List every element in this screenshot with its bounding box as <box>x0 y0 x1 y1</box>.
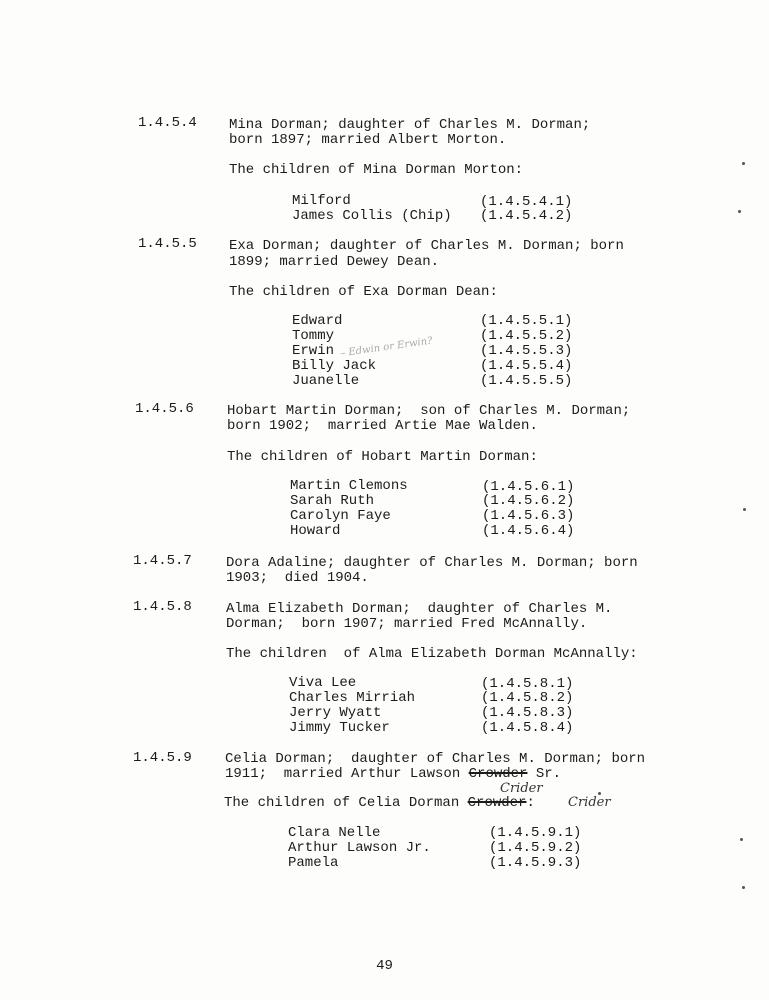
child-id: (1.4.5.9.3) <box>489 855 582 871</box>
entry-number: 1.4.5.6 <box>135 401 194 417</box>
child-name: James Collis (Chip) <box>292 208 452 224</box>
scan-speck <box>743 508 746 511</box>
child-name: Clara Nelle <box>288 825 381 841</box>
entry-number: 1.4.5.5 <box>138 236 197 252</box>
child-id: (1.4.5.9.1) <box>489 825 582 841</box>
struck-surname: Crowder <box>467 795 527 811</box>
child-name: Milford <box>292 193 351 209</box>
child-id: (1.4.5.6.4) <box>482 523 575 539</box>
child-name: Viva Lee <box>289 675 357 691</box>
children-heading: The children of Mina Dorman Morton: <box>229 162 524 178</box>
child-id: (1.4.5.5.5) <box>480 373 573 389</box>
child-id: (1.4.5.8.1) <box>481 676 574 692</box>
handwritten-correction: Crider <box>500 781 543 796</box>
child-name: Charles Mirriah <box>289 690 416 706</box>
child-id: (1.4.5.5.1) <box>480 313 573 329</box>
entry-text-line: born 1902; married Artie Mae Walden. <box>227 418 538 434</box>
child-id: (1.4.5.5.2) <box>480 328 573 344</box>
entry-text-line: born 1897; married Albert Morton. <box>229 132 507 148</box>
children-heading: The children of Hobart Martin Dorman: <box>227 449 538 465</box>
entry-text-line: 1903; died 1904. <box>226 570 369 586</box>
entry-text-line: Alma Elizabeth Dorman; daughter of Charles M. <box>226 601 613 617</box>
child-id: (1.4.5.6.1) <box>482 479 575 495</box>
child-id: (1.4.5.5.3) <box>480 343 573 359</box>
child-id: (1.4.5.6.2) <box>482 493 575 509</box>
page-number: 49 <box>376 958 393 974</box>
handwritten-annotation: – Edwin or Erwin? <box>339 335 434 360</box>
scan-speck <box>742 886 745 889</box>
entry-text-line: Dora Adaline; daughter of Charles M. Dorman; born <box>226 555 638 571</box>
entry-text-line: Dorman; born 1907; married Fred McAnnally. <box>226 616 588 632</box>
child-name: Billy Jack <box>292 358 377 374</box>
child-name: Erwin <box>292 343 335 359</box>
handwritten-correction: Crider <box>568 795 611 810</box>
entry-number: 1.4.5.9 <box>133 750 192 766</box>
scan-speck <box>598 792 601 795</box>
child-id: (1.4.5.6.3) <box>482 508 575 524</box>
line-text: Sr. <box>527 766 562 782</box>
child-name: Tommy <box>292 328 335 344</box>
entry-number: 1.4.5.8 <box>133 599 192 615</box>
entry-text-line <box>225 767 561 782</box>
entry-text-line: Mina Dorman; daughter of Charles M. Dorman; <box>229 117 591 133</box>
child-id: (1.4.5.9.2) <box>489 840 582 856</box>
child-name: Martin Clemons <box>290 478 408 494</box>
scan-speck <box>738 210 741 213</box>
heading-text: The children of Celia Dorman <box>224 795 468 811</box>
scan-speck <box>742 162 745 165</box>
struck-surname: Crowder <box>468 766 528 782</box>
entry-text-line: Exa Dorman; daughter of Charles M. Dorman; born <box>229 238 624 254</box>
entry-text-line: Celia Dorman; daughter of Charles M. Dorman; born <box>225 751 646 767</box>
heading-text: : <box>526 795 535 811</box>
child-name: Sarah Ruth <box>290 493 375 509</box>
children-heading: The children of Alma Elizabeth Dorman McAnnally: <box>226 646 638 662</box>
entry-number: 1.4.5.7 <box>133 553 192 569</box>
child-id: (1.4.5.5.4) <box>480 358 573 374</box>
child-name: Juanelle <box>292 373 360 389</box>
entry-text-line: Hobart Martin Dorman; son of Charles M. Dorman; <box>227 403 631 419</box>
child-name: Carolyn Faye <box>290 508 391 524</box>
child-name: Arthur Lawson Jr. <box>288 840 431 856</box>
children-heading <box>224 796 535 811</box>
child-id: (1.4.5.4.2) <box>480 208 573 224</box>
child-id: (1.4.5.8.3) <box>481 705 574 721</box>
child-name: Jerry Wyatt <box>289 705 382 721</box>
child-name: Edward <box>292 313 343 329</box>
child-id: (1.4.5.4.1) <box>480 194 573 210</box>
scan-speck <box>740 838 743 841</box>
entry-number: 1.4.5.4 <box>138 115 197 131</box>
children-heading: The children of Exa Dorman Dean: <box>229 284 498 300</box>
child-id: (1.4.5.8.2) <box>481 690 574 706</box>
entry-text-line: 1899; married Dewey Dean. <box>229 254 440 270</box>
child-name: Pamela <box>288 855 339 871</box>
child-id: (1.4.5.8.4) <box>481 720 574 736</box>
child-name: Jimmy Tucker <box>289 720 390 736</box>
child-name: Howard <box>290 523 341 539</box>
line-text: 1911; married Arthur Lawson <box>225 766 469 782</box>
